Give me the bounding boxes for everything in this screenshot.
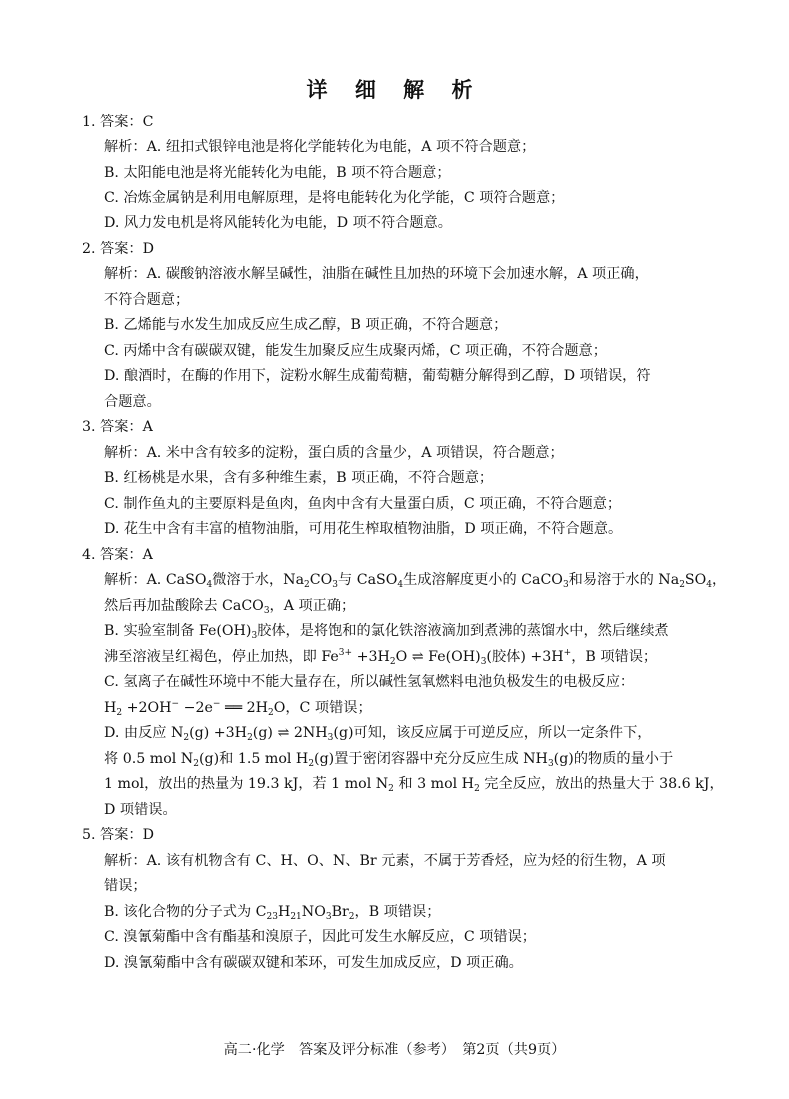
page-title: 详 细 解 析 — [306, 78, 483, 102]
explanation-line: B. 红杨桃是水果，含有多种维生素，B 项正确，不符合题意； — [104, 470, 494, 486]
explanation-line: 不符合题意； — [104, 292, 190, 308]
explanation-line: C. 溴氰菊酯中含有酯基和溴原子，因此可发生水解反应，C 项错误； — [104, 929, 536, 945]
explanation-line: 然后再加盐酸除去 CaCO$_3$，A 项正确； — [104, 598, 356, 616]
explanation-line: 合题意。 — [104, 394, 161, 410]
explanation-line: 解析：A. 米中含有较多的淀粉，蛋白质的含量少，A 项错误，符合题意； — [104, 445, 564, 461]
explanation-line: 解析：A. 该有机物含有 C、H、O、N、Br 元素，不属于芳香烃，应为烃的衍生物，A 项 — [104, 853, 666, 869]
explanation-line: D. 花生中含有丰富的植物油脂，可用花生榨取植物油脂，D 项正确，不符合题意。 — [104, 521, 623, 537]
explanation-line: B. 实验室制备 $Fe(OH)_3$胶体，是将饱和的氯化铁溶液滴加到煮沸的蒸馏水中，然后继续煮 — [104, 623, 669, 641]
explanation-line: C. 丙烯中含有碳碳双键，能发生加聚反应生成聚丙烯，C 项正确，不符合题意； — [104, 343, 607, 359]
explanation-line: 将 0.5 mol $N_2(g)$和 1.5 mol $H_2(g)$置于密闭容器中充分反应生成 $NH_3(g)$的物质的量小于 — [104, 751, 674, 769]
explanation-line: D 项错误。 — [104, 802, 177, 818]
explanation-line: 沸至溶液呈红褐色，停止加热，即 $Fe^{3+} +3H_2O$ ⇌ $Fe(OH)_3$(胶体) +3H+，B 项错误； — [104, 648, 658, 667]
explanation-line: 解析：A. 碳酸钠溶液水解呈碱性，油脂在碱性且加热的环境下会加速水解，A 项正确， — [104, 266, 649, 282]
explanation-line: 解析：A. CaSO$_4$微溶于水，$Na_2CO_3$与 CaSO$_4$生成溶解度更小的 CaCO$_3$和易溶于水的 $Na_2SO_4$， — [104, 572, 727, 590]
explanation-line: D. 酿酒时，在酶的作用下，淀粉水解生成葡萄糖，葡萄糖分解得到乙醇，D 项错误，符 — [104, 368, 651, 384]
explanation-line: C. 氢离子在碱性环境中不能大量存在，所以碱性氢氧燃料电池负极发生的电极反应： — [104, 674, 635, 690]
explanation-line: 1 mol，放出的热量为 19.3 kJ，若 1 mol $N_2$ 和 3 mol $H_2$ 完全反应，放出的热量大于 38.6 kJ， — [104, 776, 724, 794]
explanation-line: D. 溴氰菊酯中含有碳碳双键和苯环，可发生加成反应，D 项正确。 — [104, 955, 523, 971]
question-answer-line: 3. 答案：A — [82, 419, 153, 435]
explanation-line: C. 冶炼金属钠是利用电解原理，是将电能转化为化学能，C 项符合题意； — [104, 190, 565, 206]
question-answer-line: 4. 答案：A — [82, 547, 153, 563]
explanation-line: B. 乙烯能与水发生加成反应生成乙醇，B 项正确，不符合题意； — [104, 317, 508, 333]
page-footer: 高二·化学 答案及评分标准（参考） 第2页（共9页） — [223, 1042, 566, 1058]
explanation-line: B. 该化合物的分子式为 $C_{23}H_{21}NO_3Br_2$，B 项错误； — [104, 904, 441, 922]
explanation-line: $H_2 +2OH^- -2e^-$ ══ $2H_2O$，C 项错误； — [104, 699, 372, 718]
question-answer-line: 5. 答案：D — [82, 827, 154, 843]
question-answer-line: 2. 答案：D — [82, 241, 154, 257]
explanation-line: D. 风力发电机是将风能转化为电能，D 项不符合题意。 — [104, 215, 452, 231]
question-answer-line: 1. 答案：C — [82, 114, 154, 130]
explanation-line: D. 由反应 $N_2(g) +3H_2(g)$ ⇌ $2NH_3(g)$可知，该反应属于可逆反应，所以一定条件下， — [104, 725, 652, 743]
explanation-line: 解析：A. 纽扣式银锌电池是将化学能转化为电能，A 项不符合题意； — [104, 139, 536, 155]
explanation-line: B. 太阳能电池是将光能转化为电能，B 项不符合题意； — [104, 165, 451, 181]
explanation-line: 错误； — [104, 878, 147, 894]
explanation-line: C. 制作鱼丸的主要原料是鱼肉，鱼肉中含有大量蛋白质，C 项正确，不符合题意； — [104, 496, 622, 512]
